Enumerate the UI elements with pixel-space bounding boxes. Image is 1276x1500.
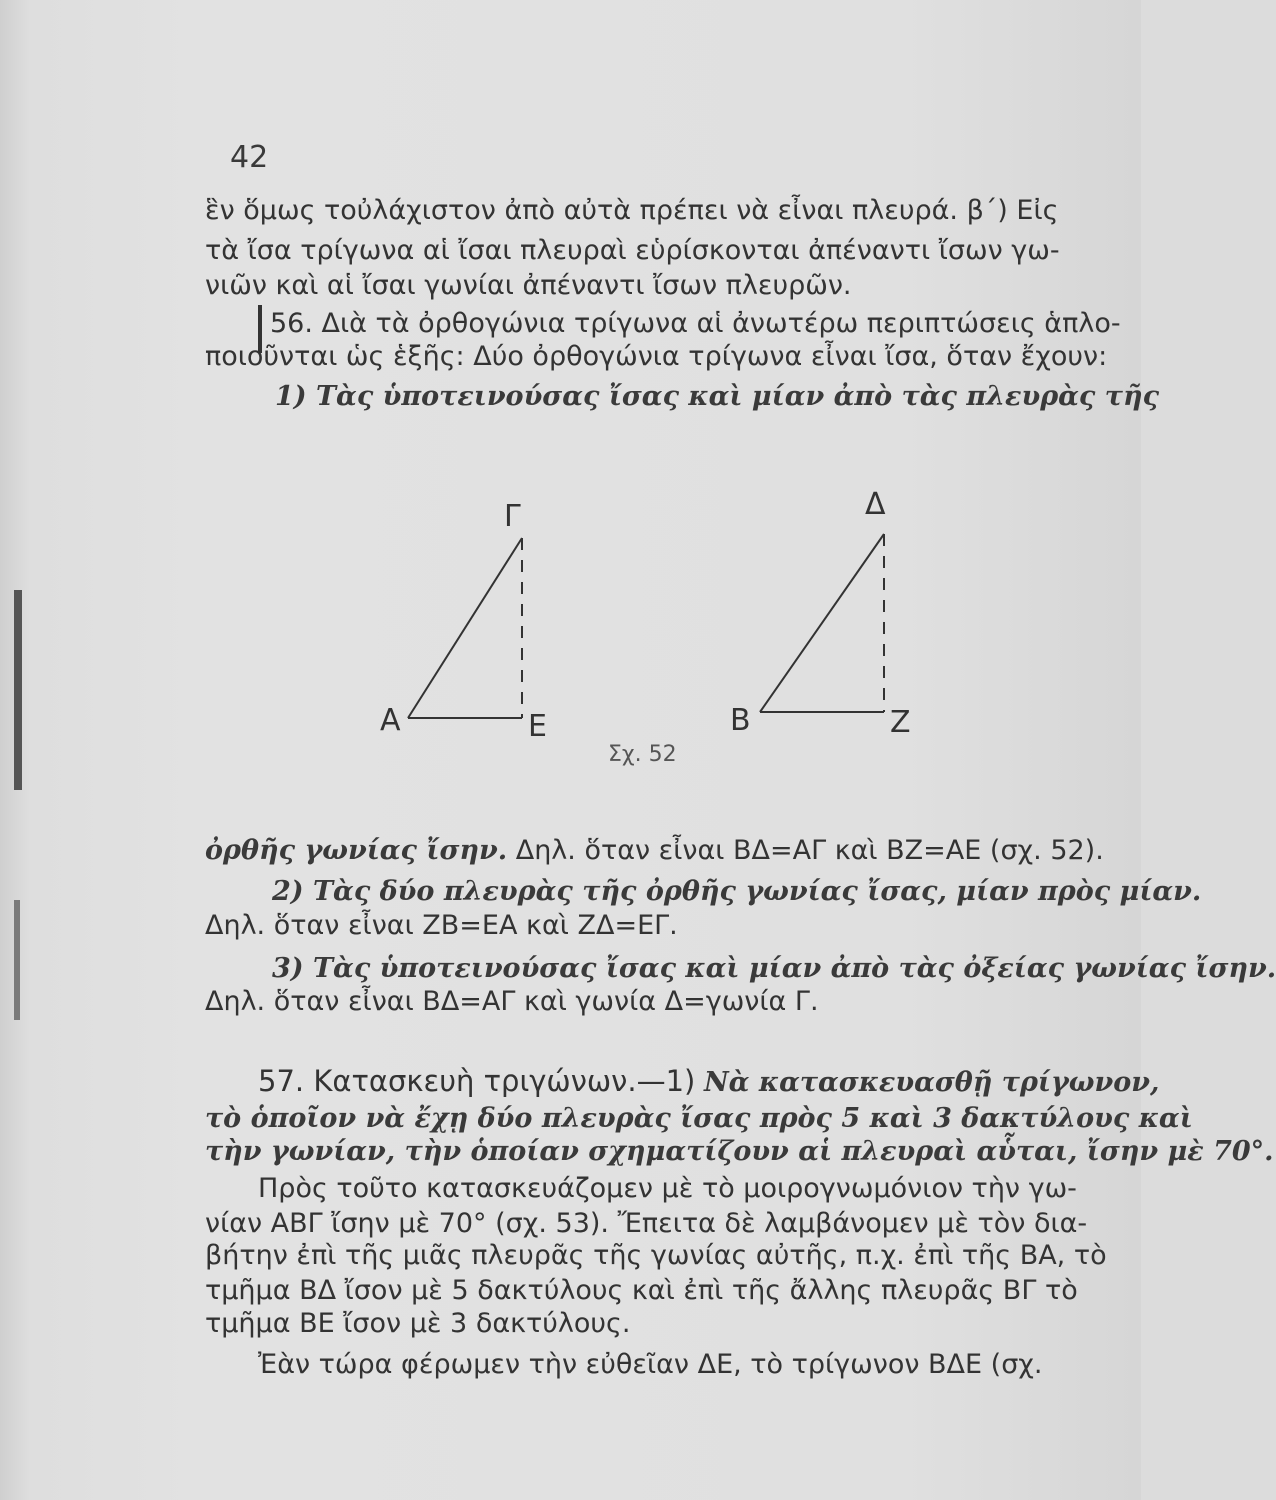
text-line: τὰ ἴσα τρίγωνα αἱ ἴσαι πλευραὶ εὑρίσκονται ἀπέναντι ἴσων γω- bbox=[205, 235, 1060, 266]
section-56-line: 56. Διὰ τὰ ὀρθογώνια τρίγωνα αἱ ἀνωτέρω περιπτώσεις ἁπλο- bbox=[270, 308, 1121, 339]
section-56-line: ποιοῦνται ὡς ἑξῆς: Δύο ὀρθογώνια τρίγωνα εἶναι ἴσα, ὅταν ἔχουν: bbox=[205, 341, 1108, 372]
section-57-italic-line: τὸ ὁποῖον νὰ ἔχῃ δύο πλευρὰς ἴσας πρὸς 5 καὶ 3 δακτύλους καὶ bbox=[205, 1103, 1193, 1134]
case-1-end-italic: ὀρθῆς γωνίας ἴσην. bbox=[205, 835, 508, 866]
case-2-explanation: Δηλ. ὅταν εἶναι ΖΒ=ΕΑ καὶ ΖΔ=ΕΓ. bbox=[205, 910, 678, 941]
case-1-start: 1) Τὰς ὑποτεινούσας ἴσας καὶ μίαν ἀπὸ τὰς πλευρὰς τῆς bbox=[275, 381, 1160, 412]
construct-line: τμῆμα ΒΔ ἴσον μὲ 5 δακτύλους καὶ ἐπὶ τῆς ἄλλης πλευρᾶς ΒΓ τὸ bbox=[205, 1275, 1078, 1306]
binding-shadow-lower bbox=[14, 900, 20, 1020]
label-alpha: Α bbox=[380, 703, 401, 738]
binding-shadow bbox=[14, 590, 22, 790]
label-epsilon: Ε bbox=[528, 709, 547, 744]
last-line: Ἐὰν τώρα φέρωμεν τὴν εὐθεῖαν ΔΕ, τὸ τρίγωνον ΒΔΕ (σχ. bbox=[258, 1349, 1043, 1380]
section-57-italic-line: τὴν γωνίαν, τὴν ὁποίαν σχηματίζουν αἱ πλευραὶ αὗται, ἴσην μὲ 70°. bbox=[205, 1136, 1274, 1167]
section-57-heading: 57. Κατασκευὴ τριγώνων.—1) bbox=[258, 1064, 696, 1098]
construct-line: νίαν ΑΒΓ ἴσην μὲ 70° (σχ. 53). Ἔπειτα δὲ λαμβάνομεν μὲ τὸν δια- bbox=[205, 1208, 1088, 1239]
case-3-statement: 3) Τὰς ὑποτεινούσας ἴσας καὶ μίαν ἀπὸ τὰς ὀξείας γωνίας ἴσην. bbox=[272, 953, 1276, 984]
label-gamma: Γ bbox=[504, 499, 521, 534]
hypotenuse-bd bbox=[760, 534, 884, 712]
text-line: νιῶν καὶ αἱ ἴσαι γωνίαι ἀπέναντι ἴσων πλευρῶν. bbox=[205, 270, 852, 301]
case-1-end-plain: Δηλ. ὅταν εἶναι ΒΔ=ΑΓ καὶ ΒΖ=ΑΕ (σχ. 52). bbox=[507, 835, 1104, 866]
figure-52 bbox=[360, 480, 940, 750]
hypotenuse-ag bbox=[408, 538, 522, 718]
label-beta: Β bbox=[730, 703, 751, 738]
case-1-end bbox=[205, 832, 1115, 870]
construct-line: βήτην ἐπὶ τῆς μιᾶς πλευρᾶς τῆς γωνίας αὐτῆς, π.χ. ἐπὶ τῆς ΒΑ, τὸ bbox=[205, 1240, 1107, 1271]
case-2-statement: 2) Τὰς δύο πλευρὰς τῆς ὀρθῆς γωνίας ἴσας, μίαν πρὸς μίαν. bbox=[272, 876, 1202, 907]
right-triangles-diagram bbox=[360, 480, 940, 750]
page-number: 42 bbox=[230, 140, 269, 175]
construct-line: Πρὸς τοῦτο κατασκευάζομεν μὲ τὸ μοιρογνωμόνιον τὴν γω- bbox=[258, 1173, 1077, 1204]
construct-line: τμῆμα ΒΕ ἴσον μὲ 3 δακτύλους. bbox=[205, 1308, 631, 1339]
text-line: ἓν ὅμως τοὐλάχιστον ἀπὸ αὐτὰ πρέπει νὰ εἶναι πλευρά. β΄) Εἰς bbox=[205, 195, 1059, 226]
case-3-explanation: Δηλ. ὅταν εἶναι ΒΔ=ΑΓ καὶ γωνία Δ=γωνία Γ. bbox=[205, 986, 819, 1017]
figure-caption: Σχ. 52 bbox=[608, 742, 677, 767]
section-57-italic-start: Νὰ κατασκευασθῇ τρίγωνον, bbox=[703, 1067, 1160, 1098]
section-57-first-line bbox=[258, 1062, 1160, 1102]
label-zeta: Ζ bbox=[890, 705, 911, 740]
label-delta: Δ bbox=[865, 487, 886, 522]
